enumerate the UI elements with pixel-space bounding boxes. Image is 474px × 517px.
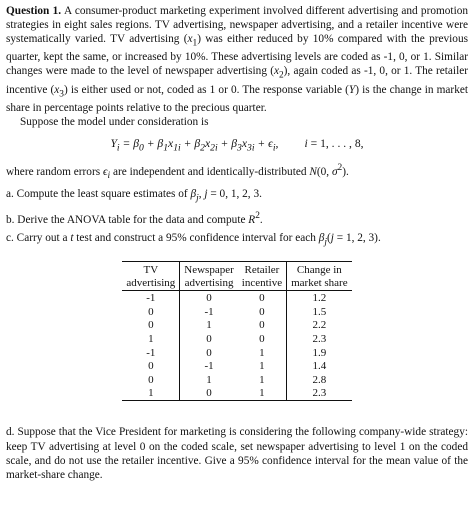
question-label: Question 1. <box>6 5 62 17</box>
question-intro-text: A consumer-product marketing experiment involved different advertising and promotion strategies in eight sales regions. TV advertising, newspaper advertising, and a retailer incentive were systematically varied. TV advertising $(x_1)$ was either reduced by 10% compared with the previous quarter, kept the same, or increased by 10%. These advertising levels are coded as -1, 0, or 1. Similar changes were made to the level of newspaper advertising $(x_2)$, again coded as -1, 0, or 1. The retailer incentive $(x_3)$ is either used or not, coded as 1 or 0. The response variable (Y) is the change in market share in percentage points relative to the precious quarter. <box>6 5 469 114</box>
cell-change: 1.9 <box>312 346 327 359</box>
cell-retailer: 0 <box>238 305 287 319</box>
equation-body: $Y_i = \beta_0 + \beta_1x_{1i} + \beta_2x_{2i} + \beta_3x_{3i} + \epsilon_i$, <box>110 136 279 154</box>
part-d-wrapper <box>6 425 468 483</box>
cell-newspaper: 1 <box>206 319 212 332</box>
header-newspaper-line1: Newspaper <box>180 262 238 277</box>
data-table <box>122 261 351 401</box>
table-row <box>122 291 351 305</box>
table-row <box>122 387 351 401</box>
cell-retailer: 1 <box>238 373 287 387</box>
cell-tv: 1 <box>122 387 179 401</box>
table-row <box>122 305 351 319</box>
cell-retailer: 1 <box>238 387 287 401</box>
header-change-line1: Change in <box>287 262 352 277</box>
cell-newspaper: 0 <box>206 292 212 305</box>
cell-tv: 0 <box>122 373 179 387</box>
cell-tv: -1 <box>122 291 179 305</box>
part-c: c. Carry out a t test and construct a 95% confidence interval for each $\beta_j(j = 1$, 2, 3). <box>6 232 381 248</box>
header-retailer-line1: Retailer <box>238 262 287 277</box>
equation-index: i = 1, . . . , 8, <box>304 136 364 150</box>
cell-tv: 0 <box>122 305 179 319</box>
table-row <box>122 332 351 346</box>
cell-retailer: 1 <box>238 359 287 373</box>
cell-newspaper: 0 <box>206 332 212 345</box>
cell-newspaper: -1 <box>204 360 214 373</box>
header-tv-line2: advertising <box>122 277 179 291</box>
cell-retailer: 1 <box>238 346 287 360</box>
errors-statement: where random errors $\epsilon_i$ are independent and identically-distributed N(0, $\sigma^2$). <box>6 163 349 182</box>
header-retailer-line2: incentive <box>238 277 287 291</box>
header-change-line2: market share <box>287 277 352 291</box>
cell-change: 1.5 <box>312 305 327 318</box>
cell-newspaper: -1 <box>204 305 214 318</box>
regression-equation <box>6 137 468 153</box>
header-newspaper-line2: advertising <box>180 277 238 291</box>
cell-change: 2.2 <box>312 319 327 332</box>
cell-tv: -1 <box>122 346 179 360</box>
cell-newspaper: 1 <box>206 373 212 386</box>
cell-tv: 1 <box>122 332 179 346</box>
cell-newspaper: 0 <box>180 387 238 401</box>
part-b: b. Derive the ANOVA table for the data and compute $R^2$. <box>6 211 263 227</box>
table-row <box>122 359 351 373</box>
part-a: a. Compute the least square estimates of $\beta_j$, j = 0, 1, 2, 3. <box>6 188 262 204</box>
table-row <box>122 346 351 360</box>
cell-newspaper: 0 <box>206 346 212 359</box>
part-d: d. Suppose that the Vice President for marketing is considering the following company-wide strategy: keep TV advertising at level 0 on the coded scale, set newspaper advertising to level 1 on the coded scale, and do not use the retailer incentive. Give a 95% confidence interval for the mean value of the market-share change. <box>6 426 468 482</box>
cell-change: 2.3 <box>312 332 327 345</box>
cell-change: 1.2 <box>312 292 327 305</box>
cell-retailer: 0 <box>238 319 287 333</box>
model-intro: Suppose the model under consideration is <box>20 115 209 128</box>
cell-tv: 0 <box>122 319 179 333</box>
table-row <box>122 373 351 387</box>
cell-change: 2.8 <box>312 373 327 386</box>
cell-retailer: 0 <box>238 291 287 305</box>
cell-tv: 0 <box>122 359 179 373</box>
data-table-wrapper <box>6 261 468 401</box>
header-tv-line1: TV <box>122 262 179 277</box>
cell-change: 2.3 <box>287 387 352 401</box>
question-intro <box>6 4 468 115</box>
table-row <box>122 319 351 333</box>
cell-change: 1.4 <box>312 360 327 373</box>
cell-retailer: 0 <box>238 332 287 346</box>
